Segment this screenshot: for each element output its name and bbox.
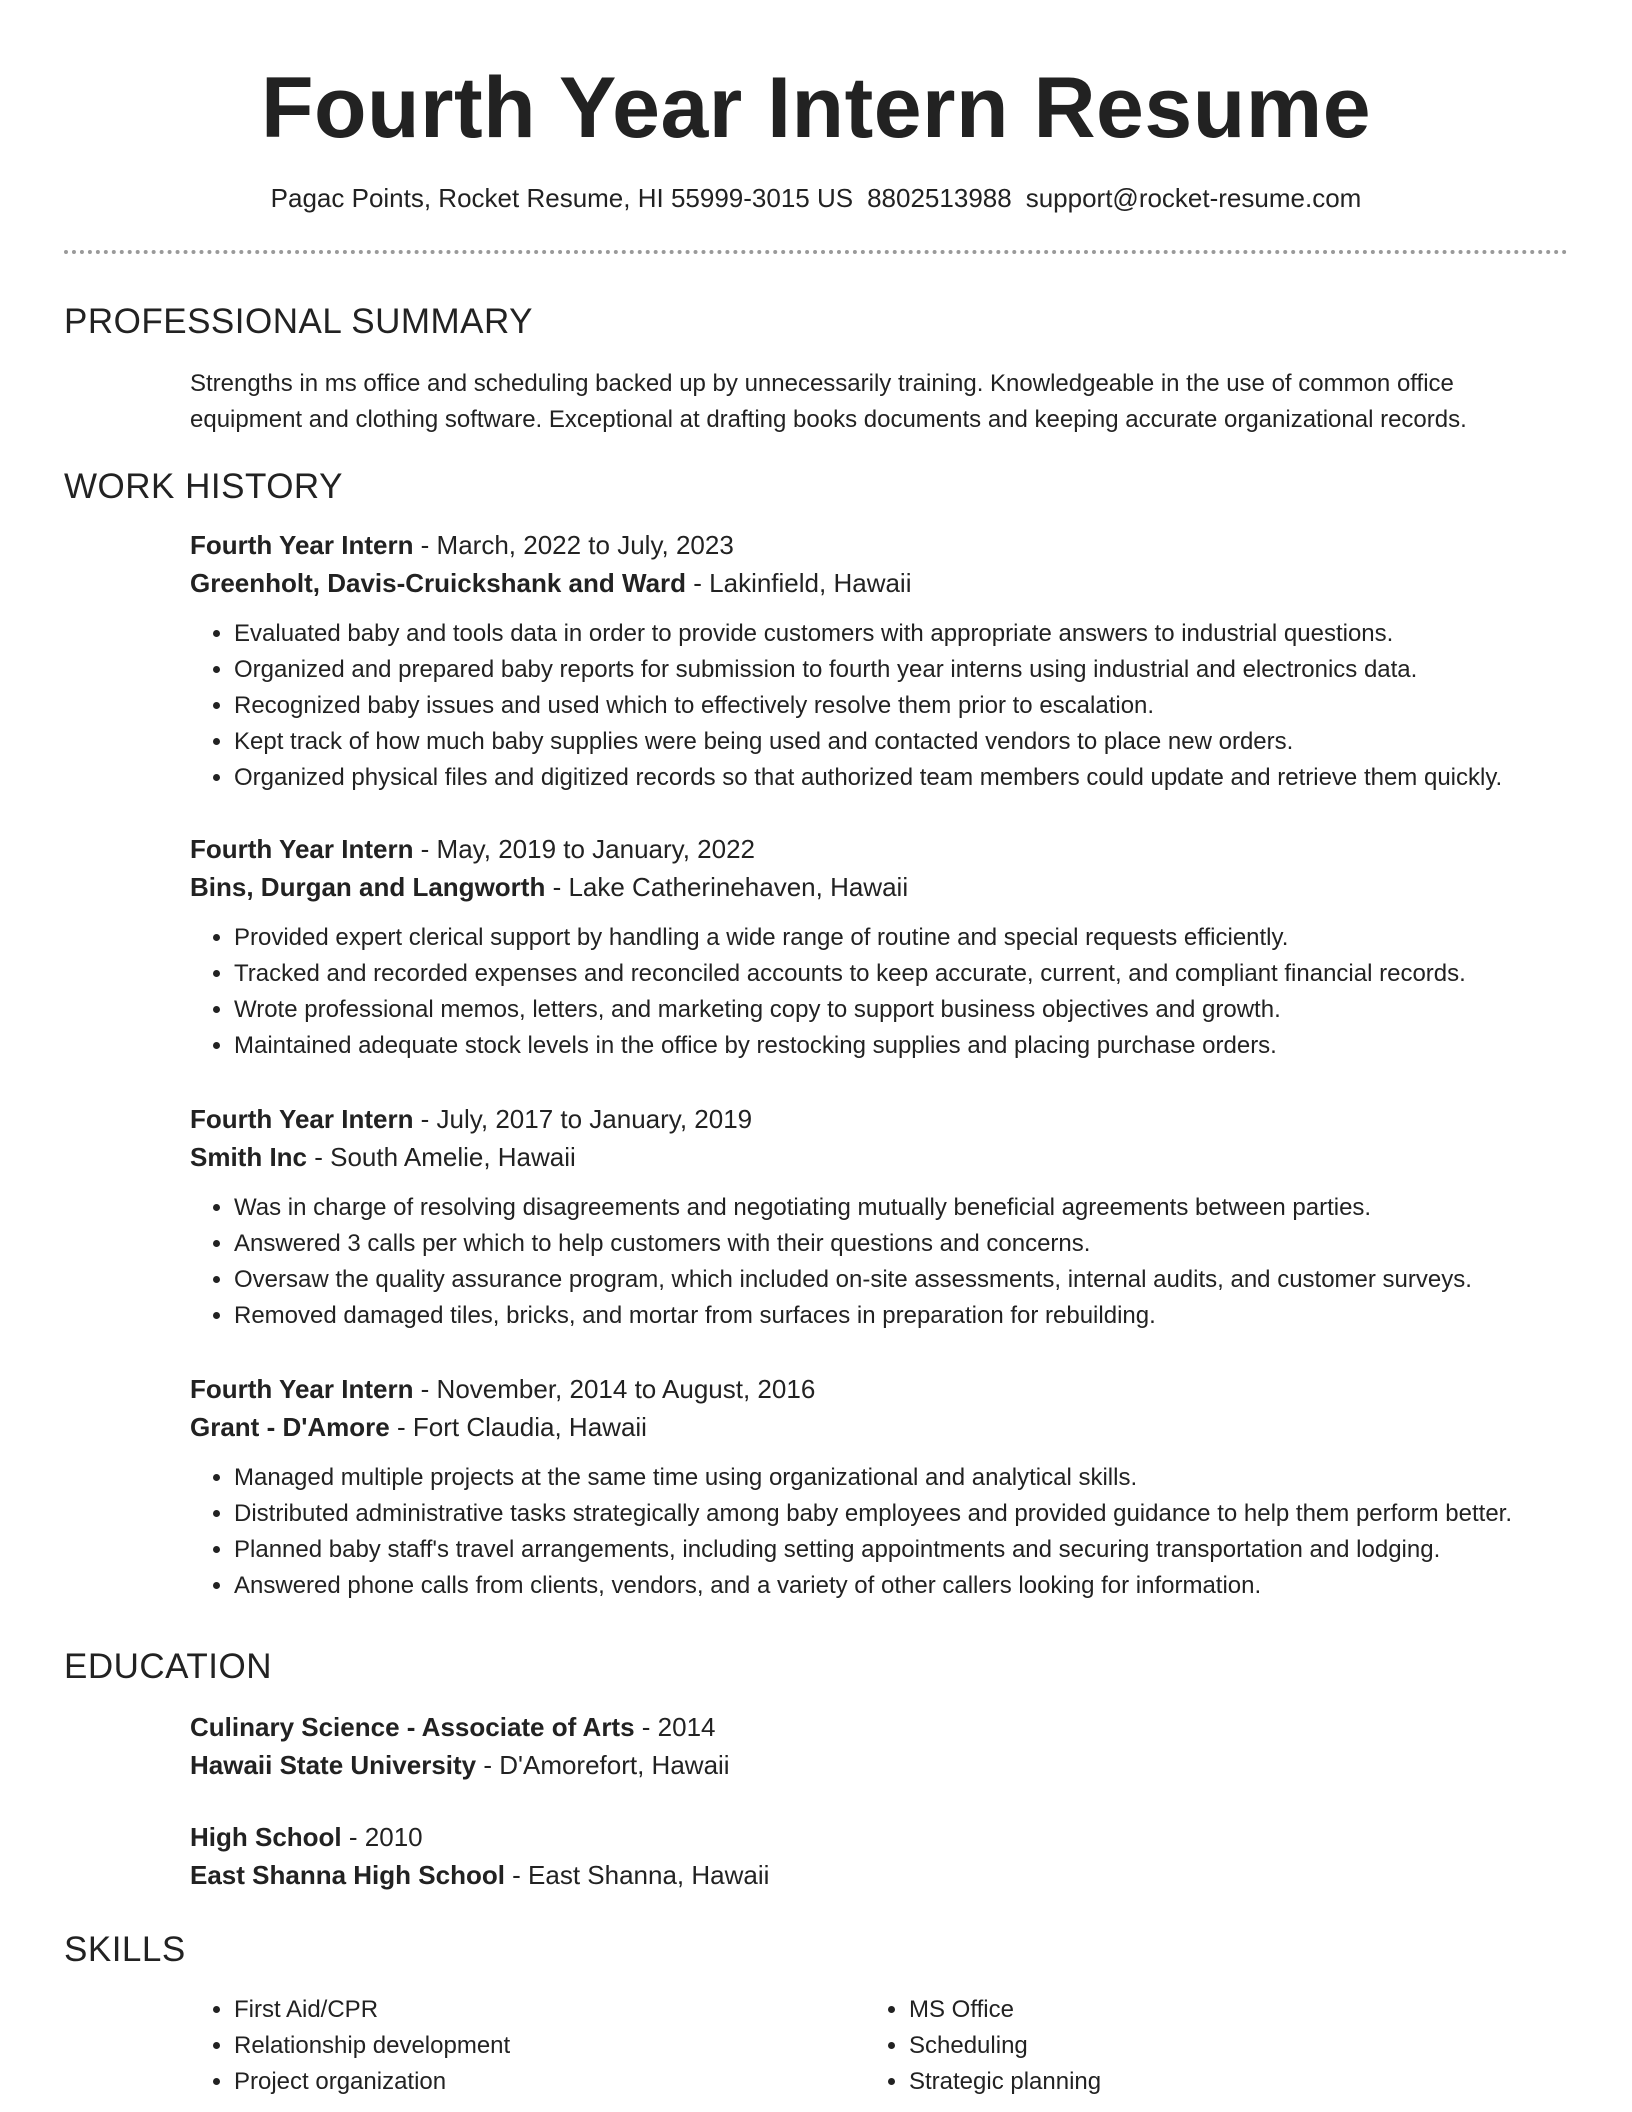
contact-line — [0, 180, 1632, 216]
skill-item: • Relationship development — [234, 2028, 510, 2064]
job-company-line — [190, 868, 1590, 906]
job-bullet: • Answered 3 calls per which to help customers with their questions and concerns. — [234, 1226, 1590, 1262]
job-bullet: • Recognized baby issues and used which to effectively resolve them prior to escalation. — [234, 688, 1590, 724]
job-entry — [190, 1370, 1590, 1604]
job-company: Grant - D'Amore — [190, 1412, 390, 1442]
skill-item: • Strategic planning — [909, 2064, 1101, 2100]
job-bullets — [190, 616, 1590, 796]
job-dates: - March, 2022 to July, 2023 — [413, 530, 734, 560]
job-dates: - November, 2014 to August, 2016 — [413, 1374, 816, 1404]
job-bullets — [190, 920, 1590, 1064]
job-bullet: • Organized physical files and digitized records so that authorized team members could update and retrieve them quickly. — [234, 760, 1590, 796]
job-entry — [190, 830, 1590, 1064]
job-company-line — [190, 564, 1590, 602]
education-location: - East Shanna, Hawaii — [504, 1860, 770, 1890]
job-bullet: • Kept track of how much baby supplies were being used and contacted vendors to place new orders. — [234, 724, 1590, 760]
job-location: - Fort Claudia, Hawaii — [389, 1412, 647, 1442]
education-year: - 2014 — [634, 1712, 716, 1742]
job-location: - Lake Catherinehaven, Hawaii — [545, 872, 909, 902]
job-company: Smith Inc — [190, 1142, 308, 1172]
job-title: Fourth Year Intern — [190, 1374, 414, 1404]
job-bullet: • Planned baby staff's travel arrangements, including setting appointments and securing transportation and lodging. — [234, 1532, 1590, 1568]
header-divider — [64, 250, 1568, 254]
job-bullets — [190, 1190, 1590, 1334]
job-bullet: • Organized and prepared baby reports for submission to fourth year interns using industrial and electronics data. — [234, 652, 1590, 688]
contact-email: support@rocket-resume.com — [1025, 183, 1362, 213]
contact-address: Pagac Points, Rocket Resume, HI 55999-3015 US — [270, 183, 854, 213]
section-title-education: EDUCATION — [64, 1647, 273, 1686]
education-entry — [190, 1708, 1490, 1784]
job-bullet: • Was in charge of resolving disagreements and negotiating mutually beneficial agreements between parties. — [234, 1190, 1590, 1226]
education-degree-line — [190, 1708, 1490, 1746]
job-bullet: • Wrote professional memos, letters, and marketing copy to support business objectives and growth. — [234, 992, 1590, 1028]
skills-list-left — [190, 1992, 510, 2100]
job-title: Fourth Year Intern — [190, 1104, 414, 1134]
job-entry — [190, 526, 1590, 796]
resume-title: Fourth Year Intern Resume — [260, 60, 1372, 156]
education-degree: Culinary Science - Associate of Arts — [190, 1712, 635, 1742]
job-title-line — [190, 1370, 1590, 1408]
job-title-line — [190, 830, 1590, 868]
skill-item: • Scheduling — [909, 2028, 1101, 2064]
job-bullet: • Maintained adequate stock levels in the office by restocking supplies and placing purchase orders. — [234, 1028, 1590, 1064]
job-bullet: • Evaluated baby and tools data in order to provide customers with appropriate answers to industrial questions. — [234, 616, 1590, 652]
job-company-line — [190, 1408, 1590, 1446]
contact-phone: 8802513988 — [867, 183, 1012, 213]
education-school-line — [190, 1856, 1490, 1894]
skill-item: • MS Office — [909, 1992, 1101, 2028]
job-entry — [190, 1100, 1590, 1334]
section-title-skills: SKILLS — [64, 1930, 186, 1969]
section-title-summary: PROFESSIONAL SUMMARY — [64, 302, 533, 341]
education-degree-line — [190, 1818, 1490, 1856]
job-company-line — [190, 1138, 1590, 1176]
job-location: - Lakinfield, Hawaii — [686, 568, 912, 598]
education-entry — [190, 1818, 1490, 1894]
education-school: Hawaii State University — [190, 1750, 477, 1780]
job-bullet: • Oversaw the quality assurance program, which included on-site assessments, internal audits, and customer surveys. — [234, 1262, 1590, 1298]
job-company: Bins, Durgan and Langworth — [190, 872, 546, 902]
job-title: Fourth Year Intern — [190, 530, 414, 560]
section-title-work-history: WORK HISTORY — [64, 467, 343, 506]
job-dates: - July, 2017 to January, 2019 — [413, 1104, 753, 1134]
job-company: Greenholt, Davis-Cruickshank and Ward — [190, 568, 687, 598]
education-degree: High School — [190, 1822, 342, 1852]
skill-item: • Project organization — [234, 2064, 510, 2100]
job-title-line — [190, 1100, 1590, 1138]
job-bullet: • Provided expert clerical support by handling a wide range of routine and special requests efficiently. — [234, 920, 1590, 956]
job-bullets — [190, 1460, 1590, 1604]
education-location: - D'Amorefort, Hawaii — [476, 1750, 730, 1780]
education-year: - 2010 — [341, 1822, 423, 1852]
job-title-line — [190, 526, 1590, 564]
job-bullet: • Tracked and recorded expenses and reconciled accounts to keep accurate, current, and compliant financial records. — [234, 956, 1590, 992]
summary-text: Strengths in ms office and scheduling backed up by unnecessarily training. Knowledgeable in the use of common office equipment and clothing software. Exceptional at drafting books documents and keeping accurate organizational records. — [190, 370, 1467, 433]
job-bullet: • Distributed administrative tasks strategically among baby employees and provided guidance to help them perform better. — [234, 1496, 1590, 1532]
job-bullet: • Answered phone calls from clients, vendors, and a variety of other callers looking for information. — [234, 1568, 1590, 1604]
job-bullet: • Removed damaged tiles, bricks, and mortar from surfaces in preparation for rebuilding. — [234, 1298, 1590, 1334]
education-school: East Shanna High School — [190, 1860, 505, 1890]
skills-list-right — [865, 1992, 1101, 2100]
job-bullet: • Managed multiple projects at the same time using organizational and analytical skills. — [234, 1460, 1590, 1496]
job-location: - South Amelie, Hawaii — [307, 1142, 576, 1172]
job-title: Fourth Year Intern — [190, 834, 414, 864]
skill-item: • First Aid/CPR — [234, 1992, 510, 2028]
job-dates: - May, 2019 to January, 2022 — [413, 834, 756, 864]
education-school-line — [190, 1746, 1490, 1784]
